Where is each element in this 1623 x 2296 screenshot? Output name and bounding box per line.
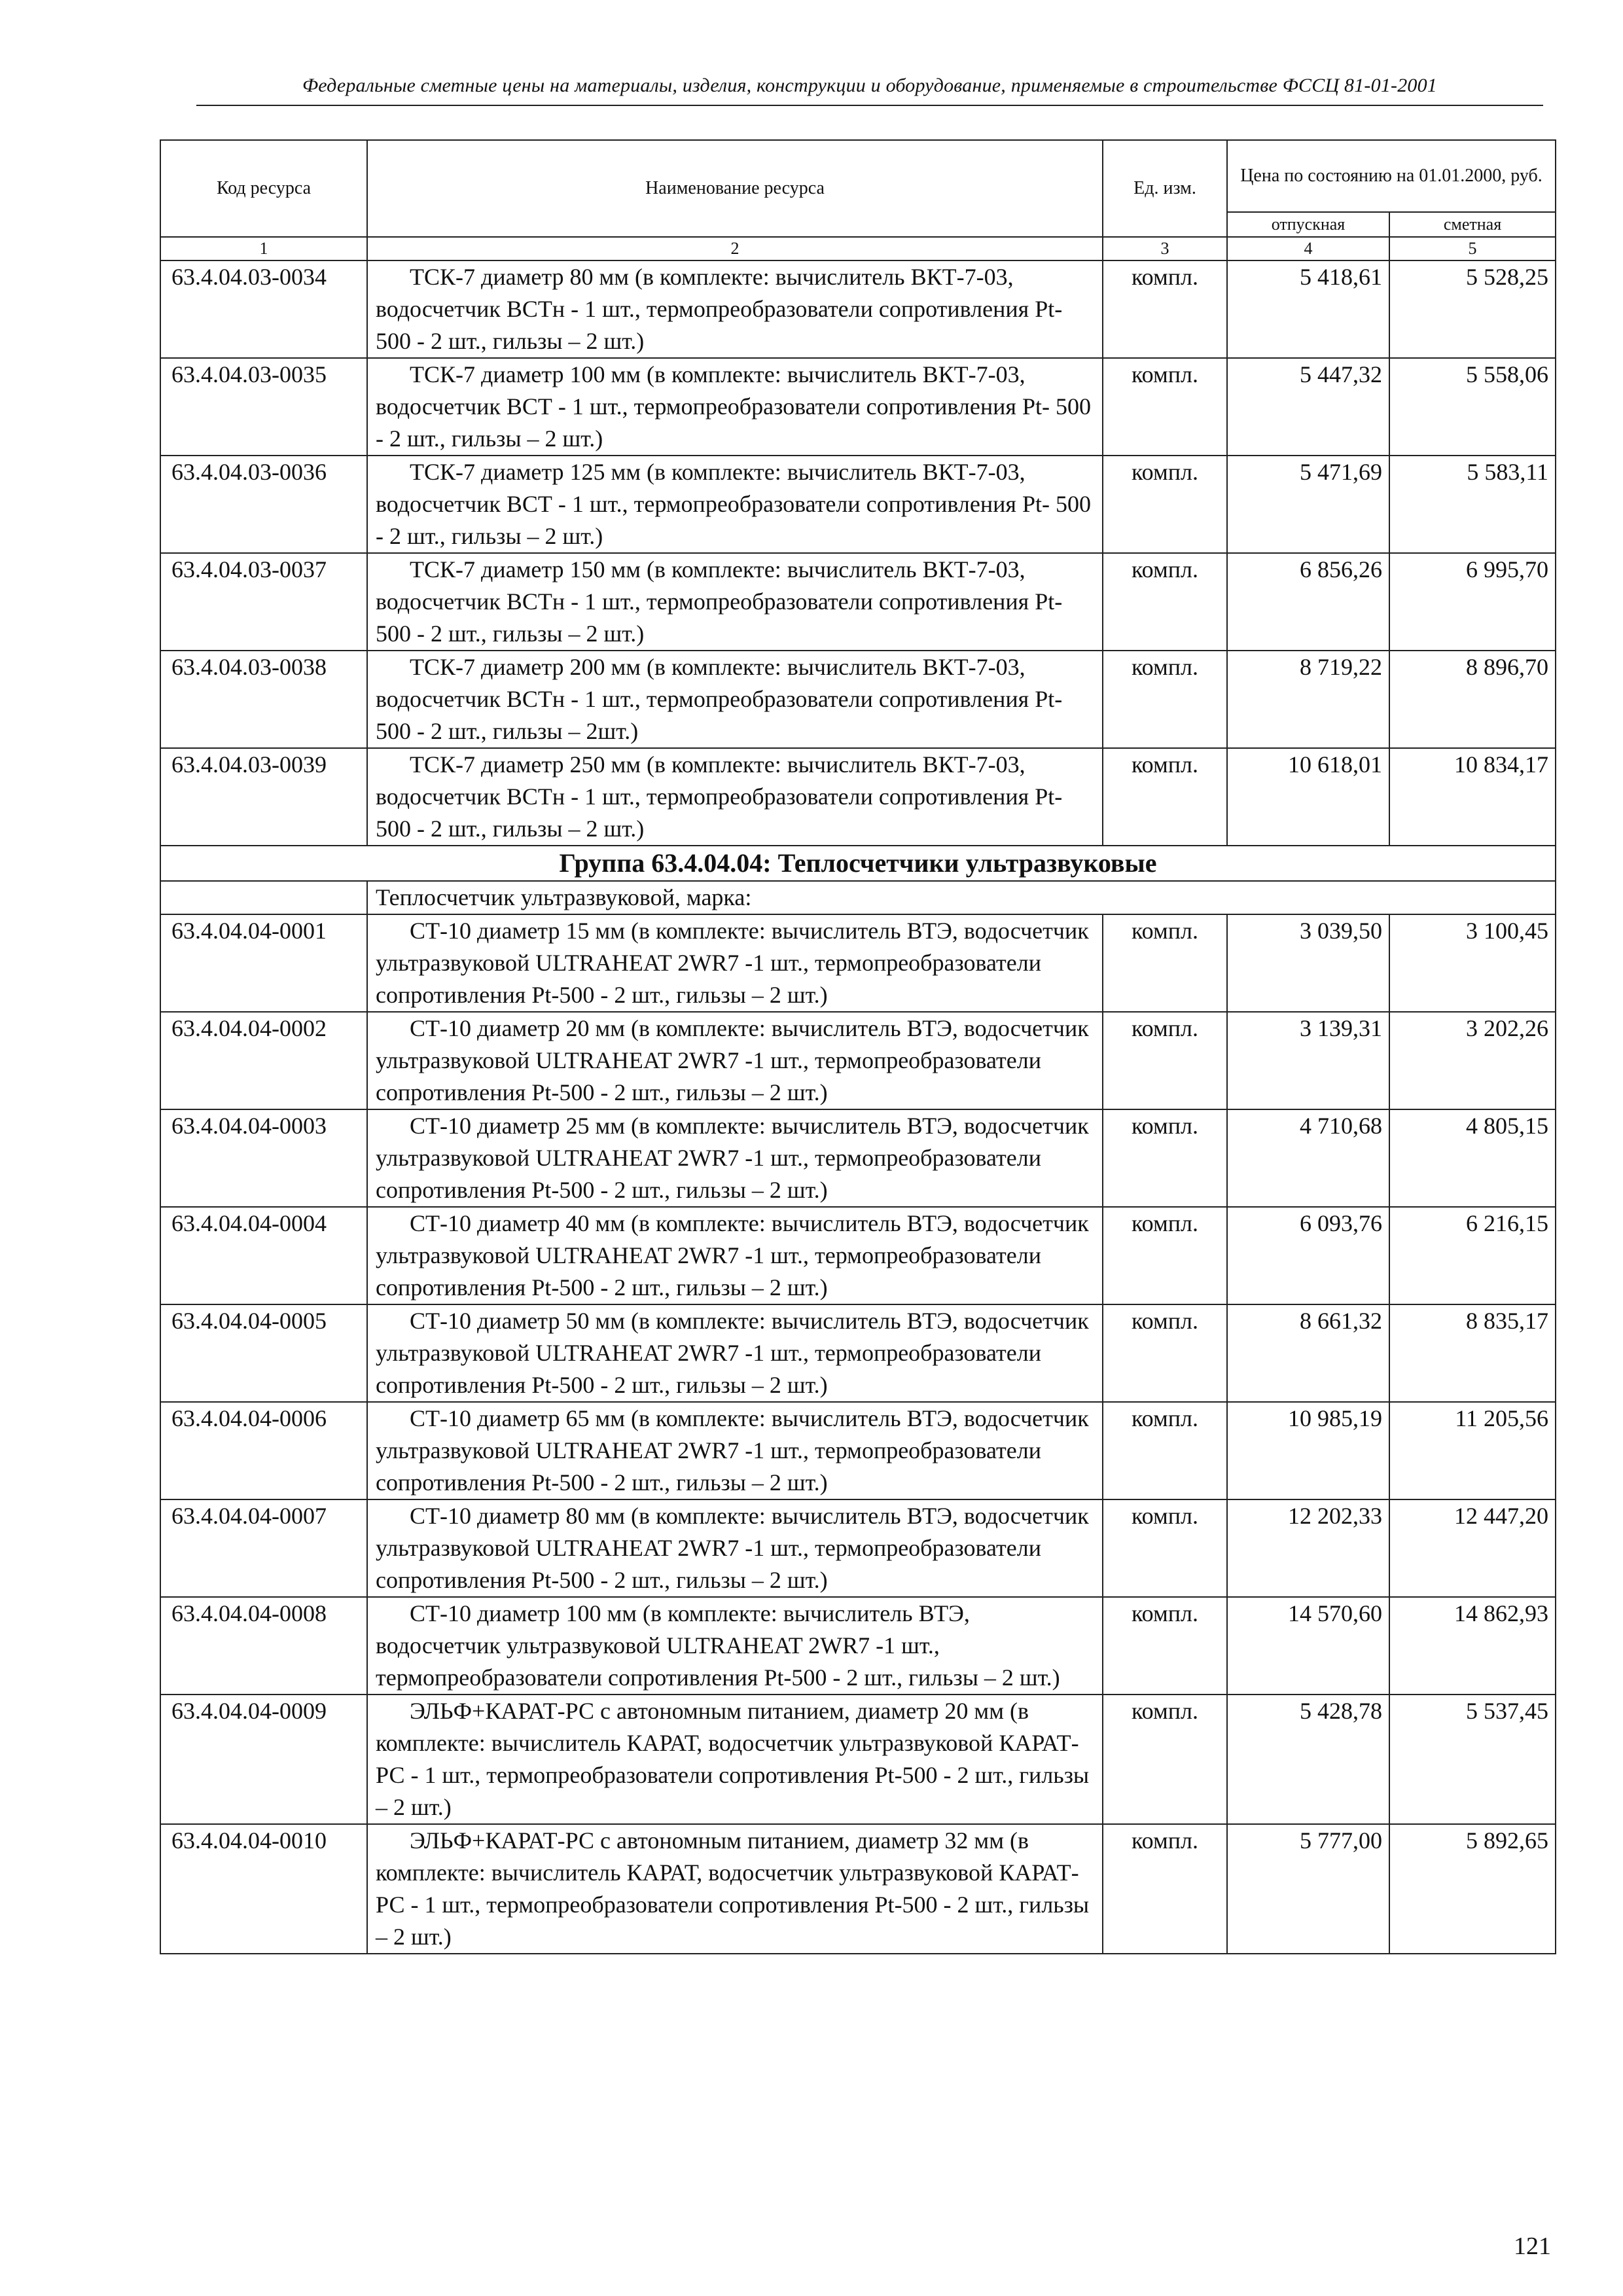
group-title: Группа 63.4.04.04: Теплосчетчики ультразвуковые	[160, 846, 1556, 881]
unit-of-measure: компл.	[1103, 1402, 1227, 1499]
price-estimate: 5 558,06	[1389, 358, 1556, 456]
column-header-price-group: Цена по состоянию на 01.01.2000, руб.	[1227, 140, 1556, 212]
price-estimate: 10 834,17	[1389, 748, 1556, 846]
table-body-bottom	[160, 914, 1556, 1954]
table-row	[160, 1499, 1556, 1597]
column-header-unit: Ед. изм.	[1103, 140, 1227, 237]
price-estimate: 5 583,11	[1389, 456, 1556, 553]
resource-name: ТСК-7 диаметр 250 мм (в комплекте: вычислитель ВКТ-7-03, водосчетчик ВСТн - 1 шт., термопреобразователи сопротивления Pt-500 - 2 шт., гильзы – 2 шт.)	[367, 748, 1103, 846]
price-estimate: 6 995,70	[1389, 553, 1556, 651]
resource-code: 63.4.04.03-0038	[160, 651, 367, 748]
column-header-code: Код ресурса	[160, 140, 367, 237]
table-row	[160, 1597, 1556, 1695]
price-release: 10 618,01	[1227, 748, 1389, 846]
table-row	[160, 1695, 1556, 1824]
price-release: 5 471,69	[1227, 456, 1389, 553]
resource-code: 63.4.04.03-0037	[160, 553, 367, 651]
column-number: 4	[1227, 237, 1389, 260]
resource-name: СТ-10 диаметр 50 мм (в комплекте: вычислитель ВТЭ, водосчетчик ультразвуковой ULTRAHEAT 2WR7 -1 шт., термопреобразователи сопротивления Pt-500 - 2 шт., гильзы – 2 шт.)	[367, 1304, 1103, 1402]
subheading-empty-cell	[160, 881, 367, 914]
price-estimate: 11 205,56	[1389, 1402, 1556, 1499]
resource-name: СТ-10 диаметр 100 мм (в комплекте: вычислитель ВТЭ, водосчетчик ультразвуковой ULTRAHEAT 2WR7 -1 шт., термопреобразователи сопротивления Pt-500 - 2 шт., гильзы – 2 шт.)	[367, 1597, 1103, 1695]
price-release: 14 570,60	[1227, 1597, 1389, 1695]
column-header-name: Наименование ресурса	[367, 140, 1103, 237]
table-body-top	[160, 260, 1556, 846]
unit-of-measure: компл.	[1103, 1304, 1227, 1402]
price-estimate: 12 447,20	[1389, 1499, 1556, 1597]
price-estimate: 14 862,93	[1389, 1597, 1556, 1695]
price-release: 12 202,33	[1227, 1499, 1389, 1597]
price-estimate: 8 835,17	[1389, 1304, 1556, 1402]
resource-code: 63.4.04.04-0009	[160, 1695, 367, 1824]
price-release: 3 139,31	[1227, 1012, 1389, 1109]
price-estimate: 6 216,15	[1389, 1207, 1556, 1304]
price-estimate: 3 202,26	[1389, 1012, 1556, 1109]
price-estimate: 5 528,25	[1389, 260, 1556, 358]
price-release: 8 661,32	[1227, 1304, 1389, 1402]
column-header-price-estimate: сметная	[1389, 212, 1556, 237]
subheading-row	[160, 881, 1556, 914]
resource-code: 63.4.04.03-0039	[160, 748, 367, 846]
column-number: 3	[1103, 237, 1227, 260]
table-row	[160, 914, 1556, 1012]
table-row	[160, 651, 1556, 748]
resource-name: ТСК-7 диаметр 150 мм (в комплекте: вычислитель ВКТ-7-03, водосчетчик ВСТн - 1 шт., термопреобразователи сопротивления Pt-500 - 2 шт., гильзы – 2 шт.)	[367, 553, 1103, 651]
unit-of-measure: компл.	[1103, 1597, 1227, 1695]
page-number: 121	[1514, 2233, 1551, 2260]
resource-name: СТ-10 диаметр 40 мм (в комплекте: вычислитель ВТЭ, водосчетчик ультразвуковой ULTRAHEAT 2WR7 -1 шт., термопреобразователи сопротивления Pt-500 - 2 шт., гильзы – 2 шт.)	[367, 1207, 1103, 1304]
column-header-price-release: отпускная	[1227, 212, 1389, 237]
group-heading-row	[160, 846, 1556, 881]
resource-code: 63.4.04.04-0001	[160, 914, 367, 1012]
unit-of-measure: компл.	[1103, 260, 1227, 358]
running-header: Федеральные сметные цены на материалы, изделия, конструкции и оборудование, применяемые в строительстве ФССЦ 81-01-2001	[302, 75, 1438, 96]
table-row	[160, 1012, 1556, 1109]
price-estimate: 3 100,45	[1389, 914, 1556, 1012]
unit-of-measure: компл.	[1103, 1109, 1227, 1207]
resource-name: ЭЛЬФ+КАРАТ-РС с автономным питанием, диаметр 20 мм (в комплекте: вычислитель КАРАТ, водосчетчик ультразвуковой КАРАТ-РС - 1 шт., термопреобразователи сопротивления Pt-500 - 2 шт., гильзы – 2 шт.)	[367, 1695, 1103, 1824]
unit-of-measure: компл.	[1103, 1207, 1227, 1304]
price-release: 6 093,76	[1227, 1207, 1389, 1304]
resource-code: 63.4.04.04-0005	[160, 1304, 367, 1402]
resource-code: 63.4.04.04-0003	[160, 1109, 367, 1207]
price-release: 5 447,32	[1227, 358, 1389, 456]
price-release: 8 719,22	[1227, 651, 1389, 748]
resource-name: ЭЛЬФ+КАРАТ-РС с автономным питанием, диаметр 32 мм (в комплекте: вычислитель КАРАТ, водосчетчик ультразвуковой КАРАТ-РС - 1 шт., термопреобразователи сопротивления Pt-500 - 2 шт., гильзы – 2 шт.)	[367, 1824, 1103, 1954]
table-row	[160, 748, 1556, 846]
table-header	[160, 140, 1556, 260]
resource-name: ТСК-7 диаметр 200 мм (в комплекте: вычислитель ВКТ-7-03, водосчетчик ВСТн - 1 шт., термопреобразователи сопротивления Pt-500 - 2 шт., гильзы – 2шт.)	[367, 651, 1103, 748]
unit-of-measure: компл.	[1103, 1012, 1227, 1109]
price-release: 4 710,68	[1227, 1109, 1389, 1207]
resource-code: 63.4.04.04-0010	[160, 1824, 367, 1954]
unit-of-measure: компл.	[1103, 1824, 1227, 1954]
table-row	[160, 456, 1556, 553]
resource-code: 63.4.04.03-0035	[160, 358, 367, 456]
unit-of-measure: компл.	[1103, 1695, 1227, 1824]
price-estimate: 5 892,65	[1389, 1824, 1556, 1954]
price-table	[160, 139, 1556, 1954]
unit-of-measure: компл.	[1103, 651, 1227, 748]
resource-name: ТСК-7 диаметр 125 мм (в комплекте: вычислитель ВКТ-7-03, водосчетчик ВСТ - 1 шт., термопреобразователи сопротивления Pt- 500 - 2 шт., гильзы – 2 шт.)	[367, 456, 1103, 553]
price-release: 5 428,78	[1227, 1695, 1389, 1824]
resource-code: 63.4.04.04-0002	[160, 1012, 367, 1109]
table-row	[160, 1824, 1556, 1954]
resource-code: 63.4.04.04-0004	[160, 1207, 367, 1304]
resource-name: ТСК-7 диаметр 100 мм (в комплекте: вычислитель ВКТ-7-03, водосчетчик ВСТ - 1 шт., термопреобразователи сопротивления Pt- 500 - 2 шт., гильзы – 2 шт.)	[367, 358, 1103, 456]
price-release: 10 985,19	[1227, 1402, 1389, 1499]
price-release: 5 418,61	[1227, 260, 1389, 358]
unit-of-measure: компл.	[1103, 456, 1227, 553]
resource-name: СТ-10 диаметр 65 мм (в комплекте: вычислитель ВТЭ, водосчетчик ультразвуковой ULTRAHEAT 2WR7 -1 шт., термопреобразователи сопротивления Pt-500 - 2 шт., гильзы – 2 шт.)	[367, 1402, 1103, 1499]
header-rule	[196, 105, 1543, 106]
table-row	[160, 1402, 1556, 1499]
unit-of-measure: компл.	[1103, 358, 1227, 456]
resource-name: СТ-10 диаметр 20 мм (в комплекте: вычислитель ВТЭ, водосчетчик ультразвуковой ULTRAHEAT 2WR7 -1 шт., термопреобразователи сопротивления Pt-500 - 2 шт., гильзы – 2 шт.)	[367, 1012, 1103, 1109]
column-number: 1	[160, 237, 367, 260]
column-number: 2	[367, 237, 1103, 260]
table-row	[160, 1109, 1556, 1207]
resource-name: СТ-10 диаметр 80 мм (в комплекте: вычислитель ВТЭ, водосчетчик ультразвуковой ULTRAHEAT 2WR7 -1 шт., термопреобразователи сопротивления Pt-500 - 2 шт., гильзы – 2 шт.)	[367, 1499, 1103, 1597]
price-release: 3 039,50	[1227, 914, 1389, 1012]
price-release: 6 856,26	[1227, 553, 1389, 651]
resource-code: 63.4.04.04-0008	[160, 1597, 367, 1695]
resource-name: ТСК-7 диаметр 80 мм (в комплекте: вычислитель ВКТ-7-03, водосчетчик ВСТн - 1 шт., термопреобразователи сопротивления Pt-500 - 2 шт., гильзы – 2 шт.)	[367, 260, 1103, 358]
table-row	[160, 260, 1556, 358]
table-row	[160, 1207, 1556, 1304]
resource-code: 63.4.04.04-0007	[160, 1499, 367, 1597]
table-row	[160, 358, 1556, 456]
resource-code: 63.4.04.04-0006	[160, 1402, 367, 1499]
unit-of-measure: компл.	[1103, 748, 1227, 846]
price-estimate: 8 896,70	[1389, 651, 1556, 748]
resource-code: 63.4.04.03-0036	[160, 456, 367, 553]
resource-name: СТ-10 диаметр 15 мм (в комплекте: вычислитель ВТЭ, водосчетчик ультразвуковой ULTRAHEAT 2WR7 -1 шт., термопреобразователи сопротивления Pt-500 - 2 шт., гильзы – 2 шт.)	[367, 914, 1103, 1012]
group-section	[160, 846, 1556, 914]
resource-name: СТ-10 диаметр 25 мм (в комплекте: вычислитель ВТЭ, водосчетчик ультразвуковой ULTRAHEAT 2WR7 -1 шт., термопреобразователи сопротивления Pt-500 - 2 шт., гильзы – 2 шт.)	[367, 1109, 1103, 1207]
table-row	[160, 1304, 1556, 1402]
price-estimate: 4 805,15	[1389, 1109, 1556, 1207]
subheading: Теплосчетчик ультразвуковой, марка:	[367, 881, 1556, 914]
resource-code: 63.4.04.03-0034	[160, 260, 367, 358]
column-number: 5	[1389, 237, 1556, 260]
table-row	[160, 553, 1556, 651]
price-release: 5 777,00	[1227, 1824, 1389, 1954]
unit-of-measure: компл.	[1103, 553, 1227, 651]
unit-of-measure: компл.	[1103, 914, 1227, 1012]
price-estimate: 5 537,45	[1389, 1695, 1556, 1824]
unit-of-measure: компл.	[1103, 1499, 1227, 1597]
